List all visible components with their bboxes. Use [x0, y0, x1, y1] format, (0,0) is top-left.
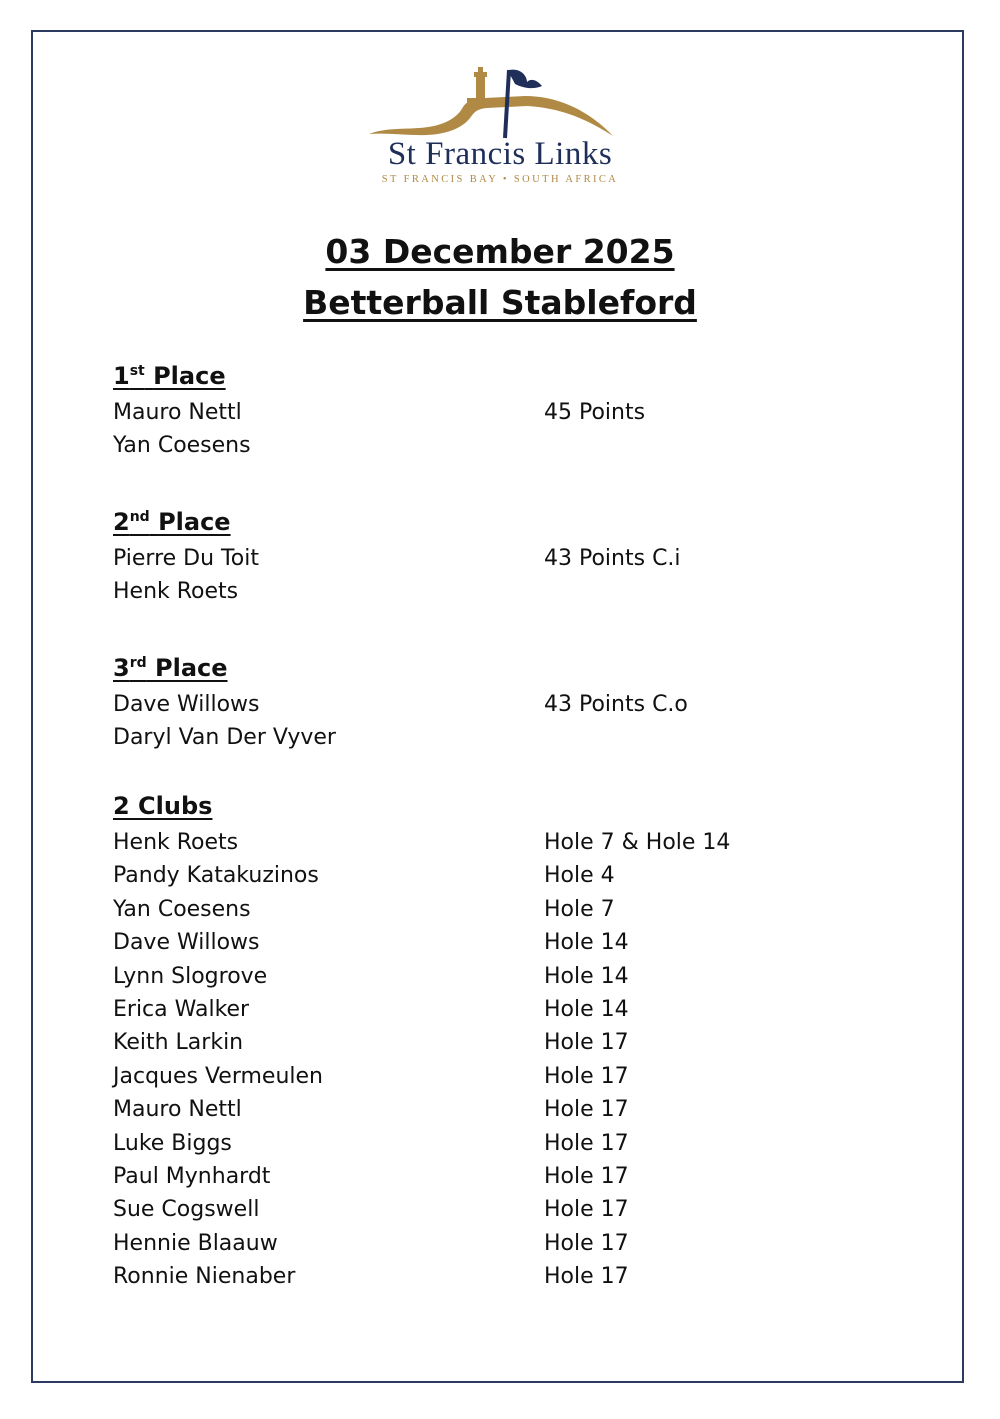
two-clubs-hole: Hole 17	[544, 1264, 629, 1290]
two-clubs-hole: Hole 14	[544, 963, 629, 989]
two-clubs-hole: Hole 7	[544, 896, 615, 922]
two-clubs-hole: Hole 17	[544, 1097, 629, 1123]
two-clubs-hole: Hole 4	[544, 863, 615, 889]
club-logo	[355, 62, 645, 192]
two-clubs-title: 2 Clubs	[113, 792, 213, 820]
two-clubs-player-name: Luke Biggs	[113, 1130, 232, 1156]
competition-name: Betterball Stableford	[303, 283, 697, 322]
lighthouse-flag-icon	[355, 62, 645, 142]
first-place-score: 45 Points	[544, 400, 646, 425]
two-clubs-player-name: Henk Roets	[113, 830, 239, 855]
two-clubs-hole: Hole 17	[544, 1063, 629, 1089]
logo-subtitle: ST FRANCIS BAY • SOUTH AFRICA	[381, 174, 619, 185]
second-place-player-1: Pierre Du Toit	[113, 546, 259, 571]
third-place-player-1: Dave Willows	[113, 692, 260, 717]
two-clubs-hole: Hole 17	[544, 1197, 629, 1223]
first-place-title: 1st Place	[113, 362, 226, 390]
two-clubs-player-name: Keith Larkin	[113, 1030, 244, 1056]
two-clubs-player-name: Jacques Vermeulen	[113, 1063, 323, 1089]
two-clubs-hole: Hole 14	[544, 997, 629, 1022]
second-place-score: 43 Points C.i	[544, 546, 681, 571]
two-clubs-hole: Hole 17	[544, 1130, 629, 1156]
second-place-title: 2nd Place	[113, 508, 231, 536]
two-clubs-player-name: Ronnie Nienaber	[113, 1264, 296, 1290]
first-place-player-2: Yan Coesens	[113, 433, 251, 458]
two-clubs-player-name: Mauro Nettl	[113, 1097, 242, 1123]
two-clubs-player-name: Paul Mynhardt	[113, 1164, 271, 1189]
logo-title: St Francis Links	[387, 136, 613, 172]
two-clubs-hole: Hole 17	[544, 1164, 629, 1189]
two-clubs-player-name: Yan Coesens	[113, 896, 251, 922]
two-clubs-hole: Hole 7 & Hole 14	[544, 830, 731, 855]
first-place-player-1: Mauro Nettl	[113, 400, 242, 425]
third-place-title: 3rd Place	[113, 654, 228, 682]
two-clubs-player-name: Pandy Katakuzinos	[113, 863, 319, 889]
second-place-player-2: Henk Roets	[113, 579, 239, 604]
third-place-player-2: Daryl Van Der Vyver	[113, 725, 336, 750]
third-place-score: 43 Points C.o	[544, 692, 688, 717]
two-clubs-player-name: Erica Walker	[113, 997, 250, 1022]
two-clubs-hole: Hole 14	[544, 930, 629, 956]
two-clubs-hole: Hole 17	[544, 1230, 629, 1256]
two-clubs-player-name: Hennie Blaauw	[113, 1230, 278, 1256]
two-clubs-player-name: Sue Cogswell	[113, 1197, 260, 1223]
document-date: 03 December 2025	[325, 232, 675, 271]
two-clubs-hole: Hole 17	[544, 1030, 629, 1056]
two-clubs-player-name: Dave Willows	[113, 930, 260, 956]
two-clubs-player-name: Lynn Slogrove	[113, 963, 268, 989]
